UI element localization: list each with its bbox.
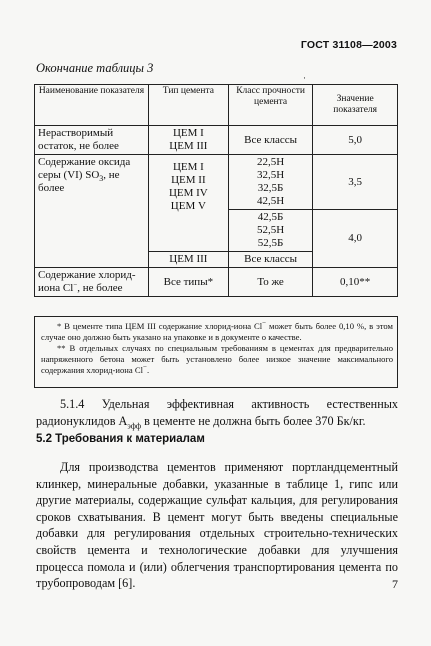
strength-class: 52,5Н: [256, 224, 285, 236]
strength-class: 52,5Б: [257, 237, 284, 249]
footnote-text: ** В отдельных случаях по специальным требованиям в цементах для предварительно напряженного бетона может быть установлено более низкое значение максимального содержания хлорид-иона Cl: [41, 343, 393, 375]
indicator-text: , не более: [77, 282, 123, 294]
subscript: эфф: [127, 421, 142, 431]
indicator-text: , не более: [38, 169, 120, 194]
cement-type-cell: [148, 155, 228, 252]
table-footnotes: [34, 316, 398, 388]
footnote-text: может быть более 0,10 %, в этом случае оно должно быть указано на упаковке и в документе о качестве.: [41, 321, 393, 342]
paragraph-text: Для производства цементов применяют портландцементный клинкер, минеральные добавки, указанные в таблице 1, гипс или другие материалы, содержащие сульфат кальция, для регулирования сроков схватывания. В цемент могут быть введены специальные добавки для регулирования отдельных строительно-технических свойств цемента и технологические добавки для улучшения процесса помола и (или) облегчения транспортирования цемента по трубопроводам [6].: [36, 460, 398, 591]
specification-table: [34, 84, 398, 297]
cement-type: ЦЕМ II: [171, 174, 206, 186]
strength-class: 32,5Н: [256, 169, 285, 181]
standard-code: ГОСТ 31108—2003: [300, 39, 397, 51]
cement-type-cell: Все типы*: [148, 268, 228, 297]
cement-type: ЦЕМ IV: [168, 187, 208, 199]
strength-class: 22,5Н: [256, 156, 285, 168]
cement-type-cell: [148, 126, 228, 155]
footnote-1: [41, 321, 393, 343]
cement-type: ЦЕМ I: [172, 127, 204, 139]
header-indicator: Наименование показателя: [35, 85, 149, 126]
strength-class: 32,5Б: [257, 182, 284, 194]
header-cement-type: Тип цемента: [148, 85, 228, 126]
paragraph-text: в цементе не должна быть более 370 Бк/кг.: [141, 413, 366, 428]
subscript: 3: [99, 174, 104, 184]
indicator-cell: Нерастворимый остаток, не более: [35, 126, 149, 155]
paragraph-5-1-4: [36, 396, 398, 429]
footnote-text: * В цементе типа ЦЕМ III содержание хлорид-иона Cl: [57, 321, 263, 331]
stray-mark: ·: [303, 73, 306, 83]
paragraph-5-2: [36, 459, 398, 592]
indicator-cell: [35, 268, 149, 297]
value-cell: 5,0: [313, 126, 398, 155]
table-row: [35, 126, 398, 155]
indicator-text: Содержание хлорид-иона Cl: [38, 269, 136, 294]
table-row: [35, 268, 398, 297]
indicator-cell: [35, 155, 149, 268]
cement-type: ЦЕМ V: [170, 200, 206, 212]
strength-class: 42,5Б: [257, 211, 284, 223]
value-cell: 0,10**: [313, 268, 398, 297]
table-row: [35, 155, 398, 210]
strength-class-cell: [228, 210, 313, 252]
cement-type: ЦЕМ I: [172, 161, 204, 173]
superscript: −: [262, 319, 267, 328]
indicator-text: Содержание оксида серы (VI) SO: [38, 156, 131, 181]
table-continuation-title: Окончание таблицы 3: [36, 61, 154, 75]
cement-type-cell: ЦЕМ III: [148, 252, 228, 268]
value-cell: 4,0: [313, 210, 398, 268]
cement-type: ЦЕМ III: [169, 140, 208, 152]
section-heading: 5.2 Требования к материалам: [36, 433, 205, 445]
header-value: Значение показателя: [313, 85, 398, 126]
value-cell: 3,5: [313, 155, 398, 210]
footnote-2: [41, 343, 393, 376]
page-number: 7: [392, 577, 398, 591]
strength-class-cell: То же: [228, 268, 313, 297]
footnote-text: .: [146, 365, 150, 375]
strength-class-cell: Все классы: [228, 126, 313, 155]
superscript: −: [143, 363, 147, 372]
strength-class-cell: Все классы: [228, 252, 313, 268]
table-header-row: [35, 85, 398, 126]
strength-class-cell: [228, 155, 313, 210]
superscript: −: [73, 280, 78, 289]
strength-class: 42,5Н: [256, 195, 285, 207]
header-strength-class: Класс прочности цемента: [228, 85, 313, 126]
paragraph-text: 5.1.4 Удельная эффективная активность естественных радионуклидов A: [36, 397, 398, 428]
